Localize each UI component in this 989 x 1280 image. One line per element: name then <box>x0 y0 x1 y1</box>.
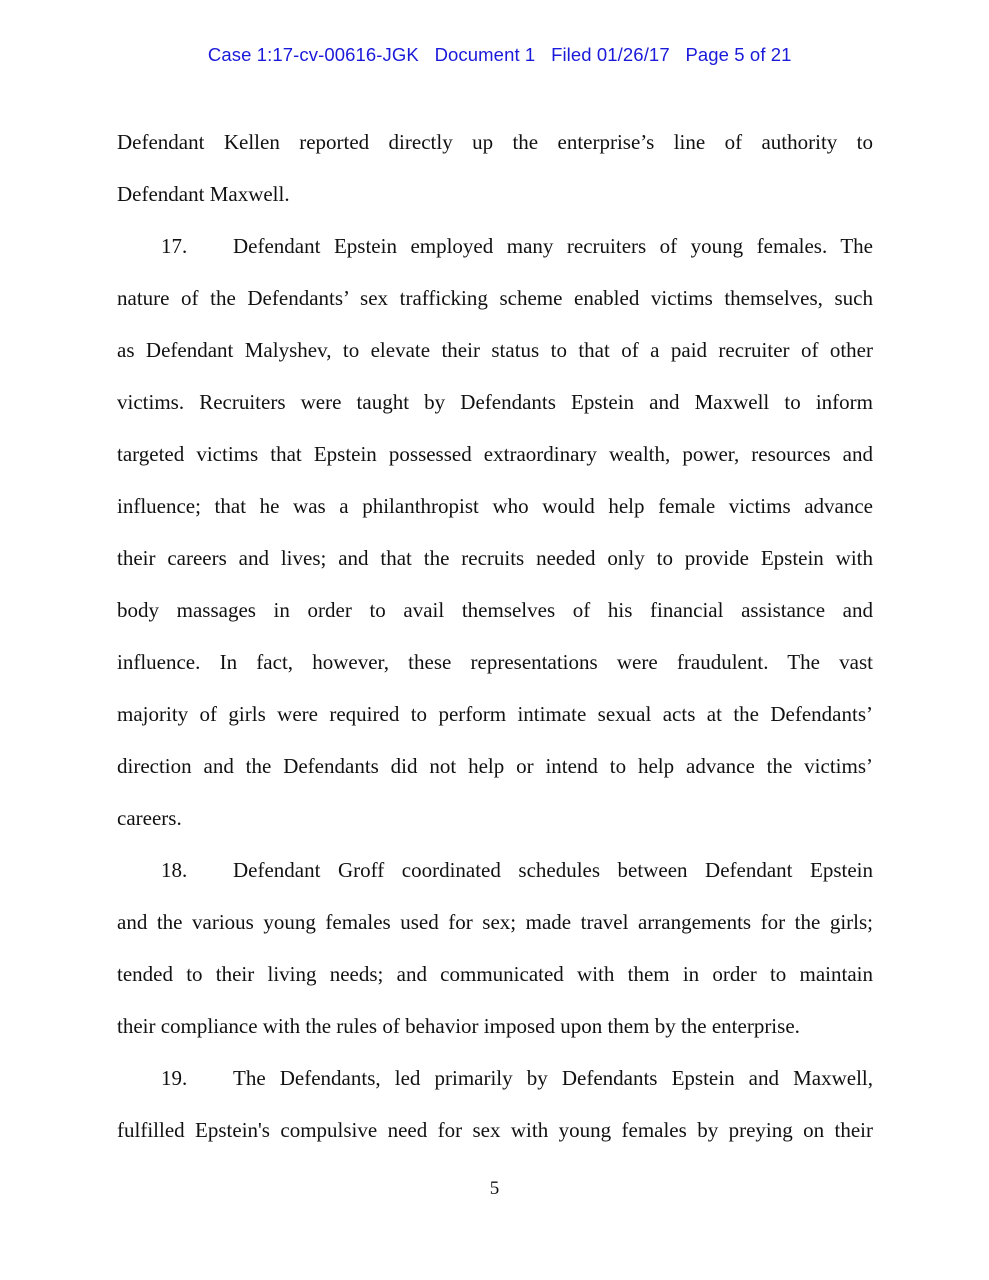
document-body <box>117 116 873 1156</box>
paragraph-18-start: 18. Defendant Groff coordinated schedules between Defendant Epstein <box>117 844 873 896</box>
text-line: targeted victims that Epstein possessed extraordinary wealth, power, resources and <box>117 442 873 466</box>
text-line: their careers and lives; and that the recruits needed only to provide Epstein with <box>117 546 873 570</box>
text-line: victims. Recruiters were taught by Defendants Epstein and Maxwell to inform <box>117 390 873 414</box>
text-line: body massages in order to avail themselves of his financial assistance and <box>117 598 873 622</box>
paragraph-17-start: 17. Defendant Epstein employed many recruiters of young females. The <box>117 220 873 272</box>
text-line: direction and the Defendants did not help or intend to help advance the victims’ <box>117 754 873 778</box>
filed-date: Filed 01/26/17 <box>551 44 670 65</box>
case-number: Case 1:17-cv-00616-JGK <box>207 44 419 65</box>
text-line: tended to their living needs; and communicated with them in order to maintain <box>117 962 873 986</box>
text-line: fulfilled Epstein's compulsive need for sex with young females by preying on their <box>117 1118 873 1142</box>
text-line: influence. In fact, however, these representations were fraudulent. The vast <box>117 650 873 674</box>
text-line: influence; that he was a philanthropist who would help female victims advance <box>117 494 873 518</box>
paragraph-number: 18. <box>161 858 188 882</box>
text-line: their compliance with the rules of behavior imposed upon them by the enterprise. <box>117 1014 800 1038</box>
page-number: 5 <box>489 1178 500 1199</box>
text-line: Defendant Maxwell. <box>117 182 290 206</box>
page-indicator: Page 5 of 21 <box>685 44 792 65</box>
document-number: Document 1 <box>434 44 536 65</box>
text-line: as Defendant Malyshev, to elevate their status to that of a paid recruiter of other <box>117 338 873 362</box>
text-line: nature of the Defendants’ sex trafficking scheme enabled victims themselves, such <box>117 286 873 310</box>
text-line: majority of girls were required to perform intimate sexual acts at the Defendants’ <box>117 702 873 726</box>
text-line: careers. <box>117 806 182 830</box>
paragraph-number: 19. <box>161 1066 188 1090</box>
text-line: and the various young females used for sex; made travel arrangements for the girls; <box>117 910 873 934</box>
case-header <box>0 22 989 66</box>
paragraph-number: 17. <box>161 234 188 258</box>
paragraph-19-start: 19. The Defendants, led primarily by Defendants Epstein and Maxwell, <box>117 1052 873 1104</box>
text-line: Defendant Kellen reported directly up the enterprise’s line of authority to <box>117 130 873 154</box>
